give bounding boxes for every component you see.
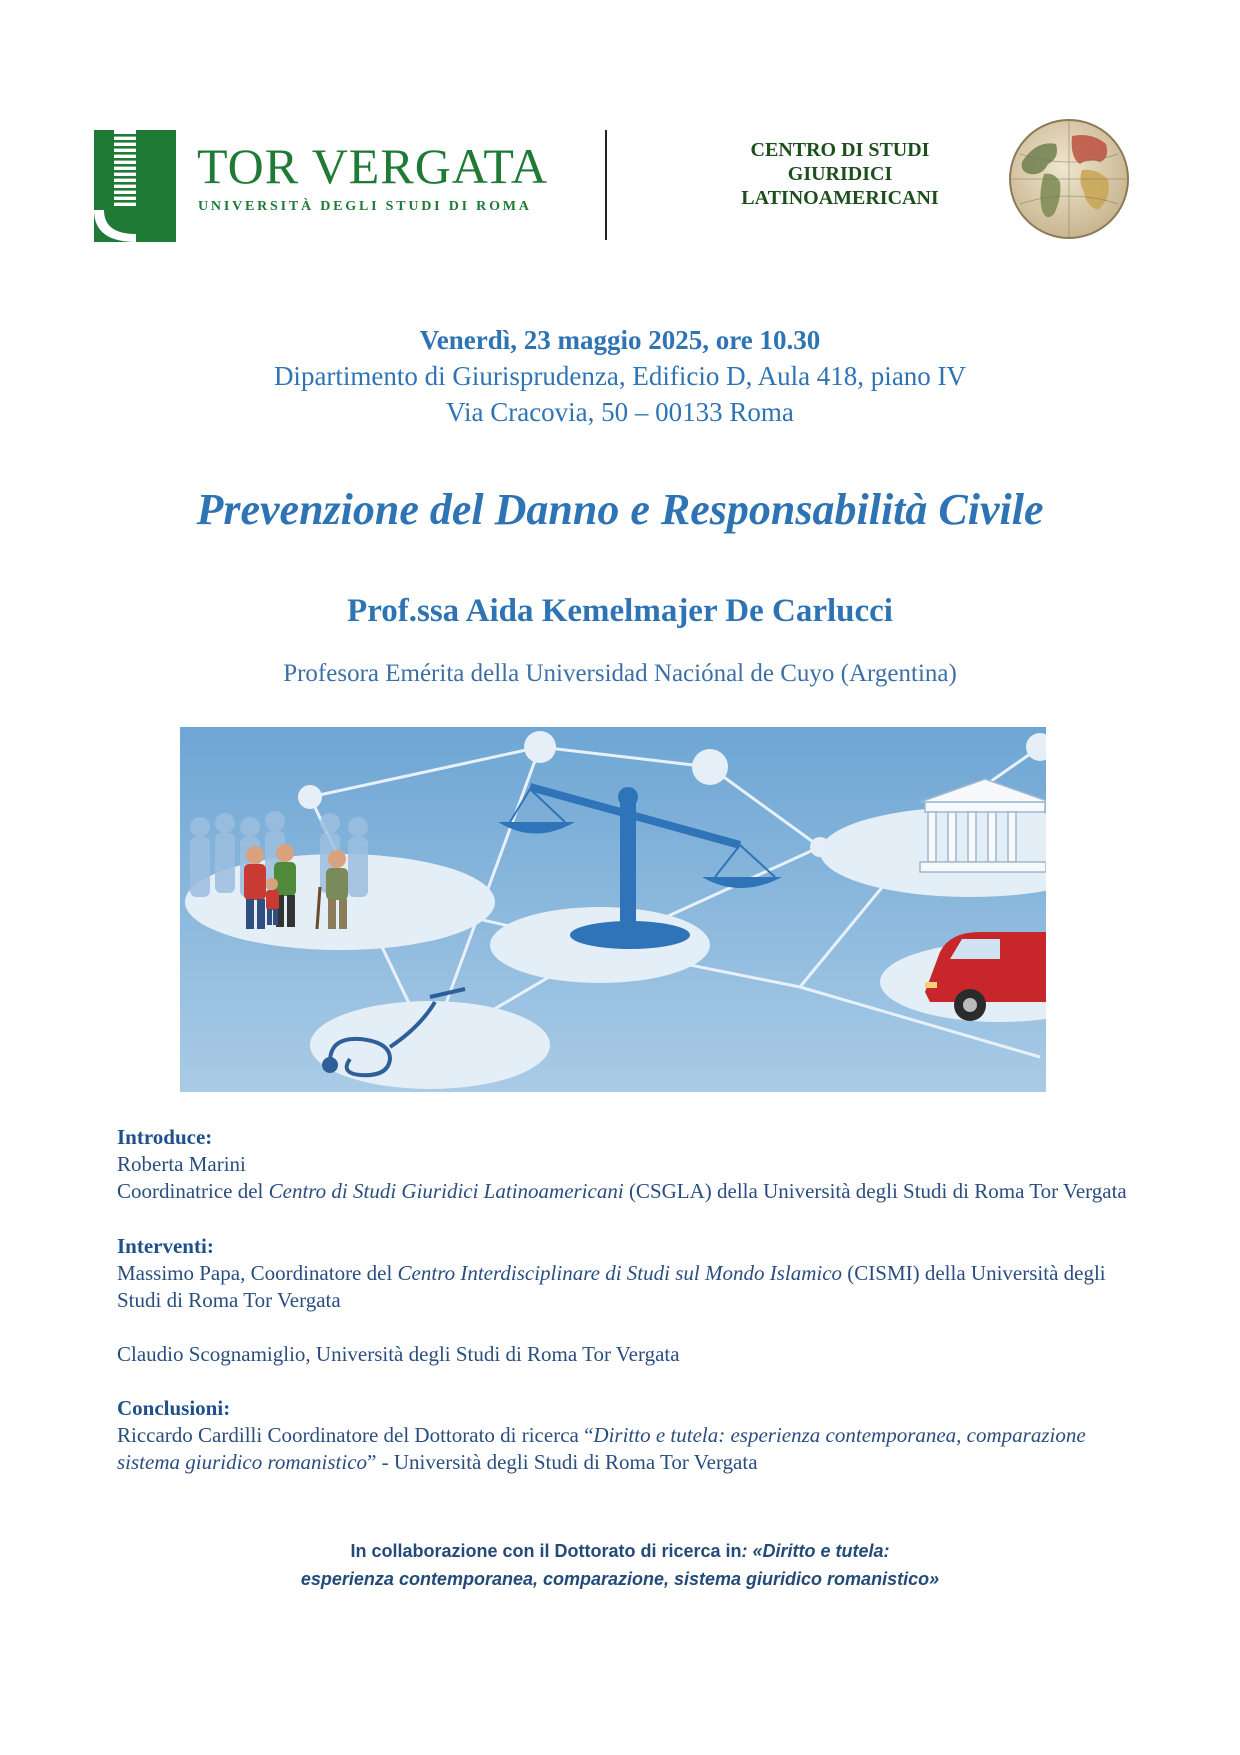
csgla-center-name: Centro di Studi Giuridici Latinoamericani xyxy=(268,1179,624,1203)
collaboration-program-line-1: : «Diritto e tutela: xyxy=(741,1541,890,1561)
cismi-center-name: Centro Interdisciplinare di Studi sul Mondo Islamico xyxy=(397,1261,843,1285)
interventi-heading: Interventi: xyxy=(117,1234,214,1258)
intervento-papa-prefix: Massimo Papa, Coordinatore del xyxy=(117,1261,398,1285)
event-date-time: Venerdì, 23 maggio 2025, ore 10.30 xyxy=(419,325,821,355)
globe-logo xyxy=(1008,118,1130,240)
program-section xyxy=(117,1124,1137,1476)
collaboration-line-1 xyxy=(0,1537,1240,1565)
center-name xyxy=(700,138,980,210)
header-divider xyxy=(605,130,607,240)
event-title: Prevenzione del Danno e Responsabilità Civile xyxy=(196,485,1044,534)
university-name: TOR VERGATA xyxy=(197,138,549,194)
event-address: Via Cracovia, 50 – 00133 Roma xyxy=(446,397,794,427)
introduce-name: Roberta Marini xyxy=(117,1152,246,1176)
collaboration-line-2 xyxy=(0,1565,1240,1593)
introduce-heading: Introduce: xyxy=(117,1125,213,1149)
university-subtitle: UNIVERSITÀ DEGLI STUDI DI ROMA xyxy=(198,199,532,214)
introduce-role xyxy=(117,1178,1137,1205)
event-venue: Dipartimento di Giurisprudenza, Edificio D, Aula 418, piano IV xyxy=(273,361,967,391)
conclusioni-suffix: ” - Università degli Studi di Roma Tor Vergata xyxy=(367,1450,758,1474)
center-name-line-3: LATINOAMERICANI xyxy=(741,187,939,209)
collaboration-program-line-2: esperienza contemporanea, comparazione, sistema giuridico romanistico» xyxy=(300,1569,940,1589)
center-name-line-1: CENTRO DI STUDI xyxy=(750,139,930,161)
conclusioni-heading: Conclusioni: xyxy=(117,1396,231,1420)
speaker-name: Prof.ssa Aida Kemelmajer De Carlucci xyxy=(347,593,893,629)
doctorate-program-name: Diritto e tutela: esperienza contemporanea, comparazione sistema giuridico romanistico xyxy=(117,1423,1086,1474)
center-name-line-2: GIURIDICI xyxy=(787,163,893,185)
collaboration-note xyxy=(0,1537,1240,1593)
conclusioni-prefix: Riccardo Cardilli Coordinatore del Dottorato di ricerca “ xyxy=(117,1423,594,1447)
tor-vergata-logo xyxy=(94,130,176,242)
intervento-scognamiglio: Claudio Scognamiglio, Università degli Studi di Roma Tor Vergata xyxy=(117,1342,680,1366)
speaker-role: Profesora Emérita della Universidad Naciónal de Cuyo (Argentina) xyxy=(283,660,957,687)
collaboration-prefix: In collaborazione con il Dottorato di ricerca in xyxy=(350,1541,742,1561)
conclusioni-text xyxy=(117,1422,1137,1476)
intervento-papa-suffix: (CISMI) della Università degli Studi di Roma Tor Vergata xyxy=(117,1261,1106,1312)
intervento-papa xyxy=(117,1260,1137,1314)
introduce-role-prefix: Coordinatrice del xyxy=(117,1179,269,1203)
justice-network-illustration xyxy=(180,727,1046,1092)
introduce-role-suffix: (CSGLA) della Università degli Studi di Roma Tor Vergata xyxy=(623,1179,1127,1203)
